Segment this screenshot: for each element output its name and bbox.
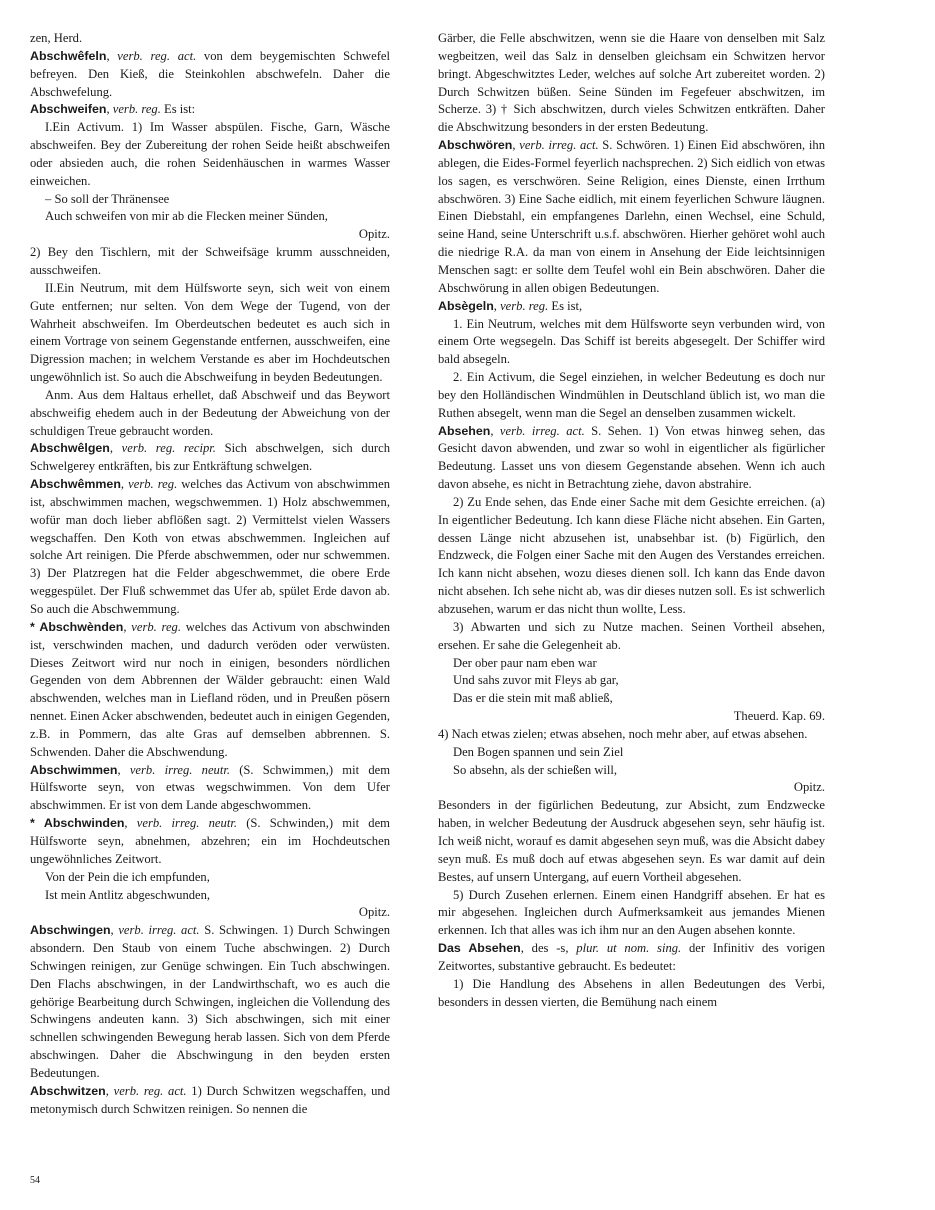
entry-paragraph: I.Ein Activum. 1) Im Wasser abspülen. Fische, Garn, Wäsche abschweifen. Bey der Zubereitung der rohen Seide heißt abschweifen oder absieden auch, die rohen Seidenhäuschen in warmes Wasser einweichen. [30, 120, 390, 188]
dictionary-entry: Absègeln, verb. reg. Es ist, [438, 298, 583, 313]
entry-paragraph: zen, Herd. [30, 31, 83, 45]
entry-text: S. Schwingen. 1) Durch Schwingen absondern. Den Staub von einem Tuche abschwingen. 2) Durch Schwingen reinigen, zur Genüge schwingen. Ein Tuch abschwingen. Den Flachs abschwingen, in der Landwirthschaft, wo es auch die gehörige Bearbeitung durch Schwingen, ingleichen die Vollendung des Schwingens andeuten kann. 3) Sich abschwingen, sich mit einer schnellen schwingenden Bewegung herab lassen. Sich von dem Pferde abschwingen. Daher die Abschwingung in den beyden ersten Bedeutungen. [30, 923, 391, 1080]
entry-text: welches das Activum von abschwimmen ist, abschwimmen machen, wegschwemmen. 1) Holz abschwemmen, wofür man doch lieber abflößen sagt. 2) Vermittelst vielen Wassers wegschaffen. Den Koth von etwas abschwemmen. Ingleichen auf solche Art reinigen. Die Pferde abschwemmen, oder nur schwemmen. 3) Der Platzregen hat die Felder abgeschwemmet, die obere Erde weggespület. Der Fluß schwemmet das Ufer ab, spület Erde davon ab. So auch die Abschwemmung. [30, 477, 390, 616]
dictionary-entry: Abschwingen, verb. irreg. act. S. Schwingen. 1) Durch Schwingen absondern. Den Staub von einem Tuche abschwingen. 2) Durch Schwingen reinigen, zur Genüge schwingen. Ein Tuch abschwingen. Den Flachs abschwingen, in der Landwirthschaft, wo es auch die gehörige Bearbeitung durch Schwingen, ingleichen die Vollendung des Schwingens andeuten kann. 3) Sich abschwingen, sich mit einer schnellen schwingenden Bewegung herab lassen. Sich von dem Pferde abschwingen. Daher die Abschwingung in den beyden ersten Bedeutungen. [30, 923, 391, 1080]
dictionary-entry: Abschwitzen, verb. reg. act. 1) Durch Schwitzen wegschaffen, und metonymisch durch Schwitzen reinigen. So nennen die [30, 1083, 391, 1116]
entry-text: von dem beygemischten Schwefel befreyen. Den Kieß, die Steinkohlen abschwefeln. Daher die Abschwefelung. [30, 48, 391, 99]
headword: Absehen [438, 423, 491, 438]
grammar-label: verb. reg. [112, 102, 161, 117]
dictionary-entry: * Abschwènden, verb. reg. welches das Activum von abschwinden ist, verschwinden machen, und dadurch veröden oder verwüsten. Dieses Zeitwort wird nur noch in einigen, besonders nördlichen Gegenden von dem Abbrennen der Wälder gebraucht: einen Wald abschwenden, welches man in Liefland röden, und in Preußen pösern nennet. Einen Acker abschwenden, bedeutet auch in einigen Gegenden, z.B. in Pommern, das alte Gras auf demselben abbrennen. S. Schwenden. Daher die Abschwendung. [30, 619, 390, 759]
dictionary-entry [438, 940, 825, 976]
entry-paragraph: Anm. Aus dem Haltaus erhellet, daß Abschweif und das Beywort abschweifig ehedem auch in der Bedeutung der Abweichung von der schuldigen Treue gebraucht worden. [30, 387, 390, 438]
dictionary-entry: Abschweifen, verb. reg. Es ist: [30, 102, 196, 117]
dictionary-entry: Abschwêfeln, verb. reg. act. von dem beygemischten Schwefel befreyen. Den Kieß, die Steinkohlen abschwefeln. Daher die Abschwefelung. [30, 48, 391, 99]
entry-text: welches das Activum von abschwinden ist, verschwinden machen, und dadurch veröden oder verwüsten. Dieses Zeitwort wird nur noch in einigen, besonders nördlichen Gegenden von dem Abbrennen der Wälder gebraucht: einen Wald abschwenden, welches man in Liefland röden, und in Preußen pösern nennet. Einen Acker abschwenden, bedeutet auch in einigen Gegenden, z.B. in Pommern, das alte Gras auf demselben abbrennen. S. Schwenden. Daher die Abschwendung. [30, 619, 390, 759]
entry-text: Es ist: [160, 102, 196, 117]
headword: Absègeln [438, 298, 494, 313]
dictionary-entry: Abschwören, verb. irreg. act. S. Schwören. 1) Einen Eid abschwören, ihn ablegen, die Eides-Formel feyerlich nachsprechen. 2) Sich eidlich von etwas los sagen, es verschwören. Seine Religion, eines Dienste, einen Irrthum abschwören. 3) Eine Sache eidlich, mit einem feyerlichen Schwure läugnen. Einen Diebstahl, ein empfangenes Darlehn, einen Wechsel, eine Schuld, seine Hand, seine Unterschrift u.s.f. abschwören. Hierher gehöret wohl auch die niedrige R.A. da man von einem in Ansehung der Eide leichtsinnigen Menschen sagt: er sollte dem Teufel wohl ein Bein abschwören. Daher die Abschwörung in allen obigen Bedeutungen. [438, 138, 825, 295]
verse-line: Das er die stein mit maß abließ, [453, 691, 613, 706]
entry-paragraph: 4) Nach etwas zielen; etwas absehen, noch mehr aber, auf etwas absehen. [438, 726, 808, 741]
verse-line: Auch schweifen von mir ab die Flecken meiner Sünden, [45, 209, 328, 224]
headword: Abschwêmmen [30, 477, 121, 492]
grammar-label: verb. reg. [128, 477, 178, 492]
verse-line: Und sahs zuvor mit Fleys ab gar, [453, 673, 619, 688]
headword: Abschwêfeln [30, 48, 107, 63]
entry-paragraph: Besonders in der figürlichen Bedeutung, zur Absicht, zum Endzwecke haben, in welcher Bedeutung der Ausdruck abgesehen seyn, sehr häufig ist. Ich weiß nicht, worauf es damit abgesehen seyn muß, was die Absicht dabey seyn muß. Es muß doch auf etwas abgesehen seyn. Es war damit auf dein Bestes, auf unsern Untergang, auf euern Vortheil abgesehen. [438, 798, 825, 884]
entry-paragraph: 2. Ein Activum, die Segel einziehen, in welcher Bedeutung es doch nur bey den Holländischen Windmühlen in Deutschland üblich ist, wo man die Ruthen absegelt, wenn man die Segel an denselben zusammen wickelt. [438, 370, 825, 420]
entry-paragraph: II.Ein Neutrum, mit dem Hülfsworte seyn, sich weit von einem Gute entfernen; nur selten. Von dem Wege der Tugend, von der Wahrheit abschweifen. Im Oberdeutschen bedeutet es auch sich in einem Vortrage von seinem Gegenstande entfernen, ausschweifen, eine Digression machen; in welchem Verstande es aber im Hochdeutschen ungewöhnlich ist. So auch die Abschweifung in beyden Bedeutungen. [30, 280, 390, 385]
verse-line: So absehn, als der schießen will, [453, 762, 618, 777]
right-column [438, 30, 825, 1011]
grammar-label: verb. reg. [500, 298, 549, 313]
verse-line: – So soll der Thränensee [45, 191, 170, 206]
headword: Abschwören [438, 138, 513, 153]
headword: Abschwitzen [30, 1083, 106, 1098]
entry-text: (S. Schwimmen,) mit dem Hülfsworte seyn, von etwas wegschwimmen. Von dem Ufer abschwimmen. Er ist von dem Lande abgeschwommen. [30, 762, 390, 813]
headword: * Abschwènden [30, 619, 124, 634]
grammar-label: verb. reg. act. [113, 1083, 187, 1098]
left-column [30, 30, 390, 1118]
grammar-label: verb. irreg. neutr. [129, 762, 230, 777]
entry-text: , des -s, [520, 941, 577, 956]
entry-text: Sich abschwelgen, sich durch Schwelgerey entkräften, bis zur Entkräftung schwelgen. [30, 441, 391, 474]
verse-source: Opitz. [358, 227, 390, 242]
verse-source: Opitz. [793, 780, 825, 795]
grammar-label: verb. irreg. act. [519, 138, 599, 153]
headword: Abschwêlgen [30, 441, 110, 456]
entry-text: Es ist, [548, 298, 583, 313]
headword: * Abschwinden [30, 816, 125, 831]
dictionary-entry: Absehen, verb. irreg. act. S. Sehen. 1) Von etwas hinweg sehen, das Gesicht davon abwenden, und zwar so wohl in eigentlicher als figürlicher Bedeutung. Lasset uns von diesem Gegenstande absehen. Wenn ich auch davon absehe, es nicht in Betrachtung ziehe, davon abstrahire. [438, 423, 826, 492]
verse-line: Von der Pein die ich empfunden, [45, 869, 210, 884]
dictionary-entry: Abschwêmmen, verb. reg. welches das Activum von abschwimmen ist, abschwimmen machen, wegschwemmen. 1) Holz abschwemmen, wofür man doch lieber abflößen sagt. 2) Vermittelst vielen Wassers wegschaffen. Den Koth von etwas abschwemmen. Ingleichen auf solche Art reinigen. Die Pferde abschwemmen, oder nur schwemmen. 3) Der Platzregen hat die Felder abgeschwemmet, die obere Erde weggespület. Der Fluß schwemmet das Ufer ab, spület Erde davon ab. So auch die Abschwemmung. [30, 477, 390, 616]
entry-paragraph: 3) Abwarten und sich zu Nutze machen. Seinen Vortheil absehen, ersehen. Er sahe die Gelegenheit ab. [438, 619, 825, 652]
entry-paragraph: Gärber, die Felle abschwitzen, wenn sie die Haare von denselben mit Salz wegbeitzen, weil das Salz in denselben gleichsam ein Schwitzen hervor bringt. Abgeschwitztes Leder, welches auf solche Art zubereitet worden. 2) Durch Schwitzen büßen. Seine Sünden im Fegefeuer abschwitzen, im Scherze. 3) † Sich abschwitzen, durch vieles Schwitzen entkräften. Daher die Abschwitzung besonders in der ersten Bedeutung. [438, 31, 825, 135]
grammar-label: verb. reg. [131, 619, 181, 634]
entry-text: (S. Schwinden,) mit dem Hülfsworte seyn, abnehmen, abzehren; ein im Hochdeutschen ungewöhnliches Zeitwort. [30, 816, 390, 866]
verse-source: Opitz. [358, 905, 390, 920]
verse-source: Theuerd. Kap. 69. [733, 709, 825, 724]
headword: Abschweifen [30, 102, 107, 117]
headword: Abschwingen [30, 923, 111, 938]
verse-line: Der ober paur nam eben war [453, 655, 597, 670]
entry-paragraph: 5) Durch Zusehen erlernen. Einem einen Handgriff absehen. Er hat es mir abgesehen. Ingleichen durch Aufmerksamkeit aus jemandes Mienen erkennen. Ich that alles was ich ihm nur an den Augen absehen konnte. [438, 887, 825, 938]
headword: Das Absehen [438, 941, 521, 956]
grammar-label: verb. reg. act. [117, 48, 197, 63]
entry-paragraph: 1. Ein Neutrum, welches mit dem Hülfsworte seyn verbunden wird, von einem Orte wegsegeln. Das Schiff ist bereits abgesegelt. Der Schiffer wird bald absegeln. [438, 316, 825, 367]
page-number: 54 [30, 1175, 40, 1186]
dictionary-entry: Abschwêlgen, verb. reg. recipr. Sich abschwelgen, sich durch Schwelgerey entkräften, bis zur Entkräftung schwelgen. [30, 441, 391, 474]
grammar-label: verb. irreg. act. [499, 423, 585, 438]
entry-text: 1) Durch Schwitzen wegschaffen, und metonymisch durch Schwitzen reinigen. So nennen die [30, 1083, 391, 1116]
grammar-label: verb. irreg. act. [118, 923, 200, 938]
entry-paragraph: 2) Zu Ende sehen, das Ende einer Sache mit dem Gesichte erreichen. (a) In eigentlicher Bedeutung. Ich kann diese Fläche nicht absehen. Ein Garten, dessen Länge nicht abzusehen ist, unabsehbar ist. (b) Figürlich, den Endzweck, die Folgen einer Sache mit den Augen des Verstandes erreichen. Ich kann nicht absehen, wozu dieses dienen soll. Ich kann das Ende davon nicht absehen. Ich sehe nicht ab, was dir dieses nutzen soll. Es ist schwerlich abzusehen, warum er das nicht thun wollte, Less. [438, 494, 825, 616]
dictionary-entry: * Abschwinden, verb. irreg. neutr. (S. Schwinden,) mit dem Hülfsworte seyn, abnehmen, abzehren; ein im Hochdeutschen ungewöhnliches Zeitwort. [30, 816, 390, 866]
entry-text: S. Sehen. 1) Von etwas hinweg sehen, das Gesicht davon abwenden, und zwar so wohl in eigentlicher als figürlicher Bedeutung. Lasset uns von diesem Gegenstande absehen. Wenn ich auch davon absehe, es nicht in Betrachtung ziehe, davon abstrahire. [438, 423, 826, 492]
grammar-label: verb. irreg. neutr. [136, 816, 237, 831]
grammar-label: plur. ut nom. sing. [576, 941, 682, 956]
entry-text: S. Schwören. 1) Einen Eid abschwören, ihn ablegen, die Eides-Formel feyerlich nachsprechen. 2) Sich eidlich von etwas los sagen, es verschwören. Seine Religion, eines Dienste, einen Irrthum abschwören. 3) Eine Sache eidlich, mit einem feyerlichen Schwure läugnen. Einen Diebstahl, ein empfangenes Darlehn, einen Wechsel, eine Schuld, seine Hand, seine Unterschrift u.s.f. abschwören. Hierher gehöret wohl auch die niedrige R.A. da man von einem in Ansehung der Eide leichtsinnigen Menschen sagt: er sollte dem Teufel wohl ein Bein abschwören. Daher die Abschwörung in allen obigen Bedeutungen. [438, 138, 825, 295]
verse-line: Den Bogen spannen und sein Ziel [453, 744, 624, 759]
entry-paragraph: 2) Bey den Tischlern, mit der Schweifsäge krumm ausschneiden, ausschweifen. [30, 245, 390, 277]
entry-paragraph: 1) Die Handlung des Absehens in allen Bedeutungen des Verbi, besonders in dessen vierten, die Bemühung nach einem [438, 976, 825, 1009]
entry-text: der Infinitiv des vorigen Zeitwortes, substantive gebraucht. Es bedeutet: [438, 941, 826, 973]
headword: Abschwimmen [30, 762, 118, 777]
dictionary-entry: Abschwimmen, verb. irreg. neutr. (S. Schwimmen,) mit dem Hülfsworte seyn, von etwas wegschwimmen. Von dem Ufer abschwimmen. Er ist von dem Lande abgeschwommen. [30, 762, 390, 813]
grammar-label: verb. reg. recipr. [121, 441, 216, 456]
verse-line: Ist mein Antlitz abgeschwunden, [45, 887, 211, 902]
